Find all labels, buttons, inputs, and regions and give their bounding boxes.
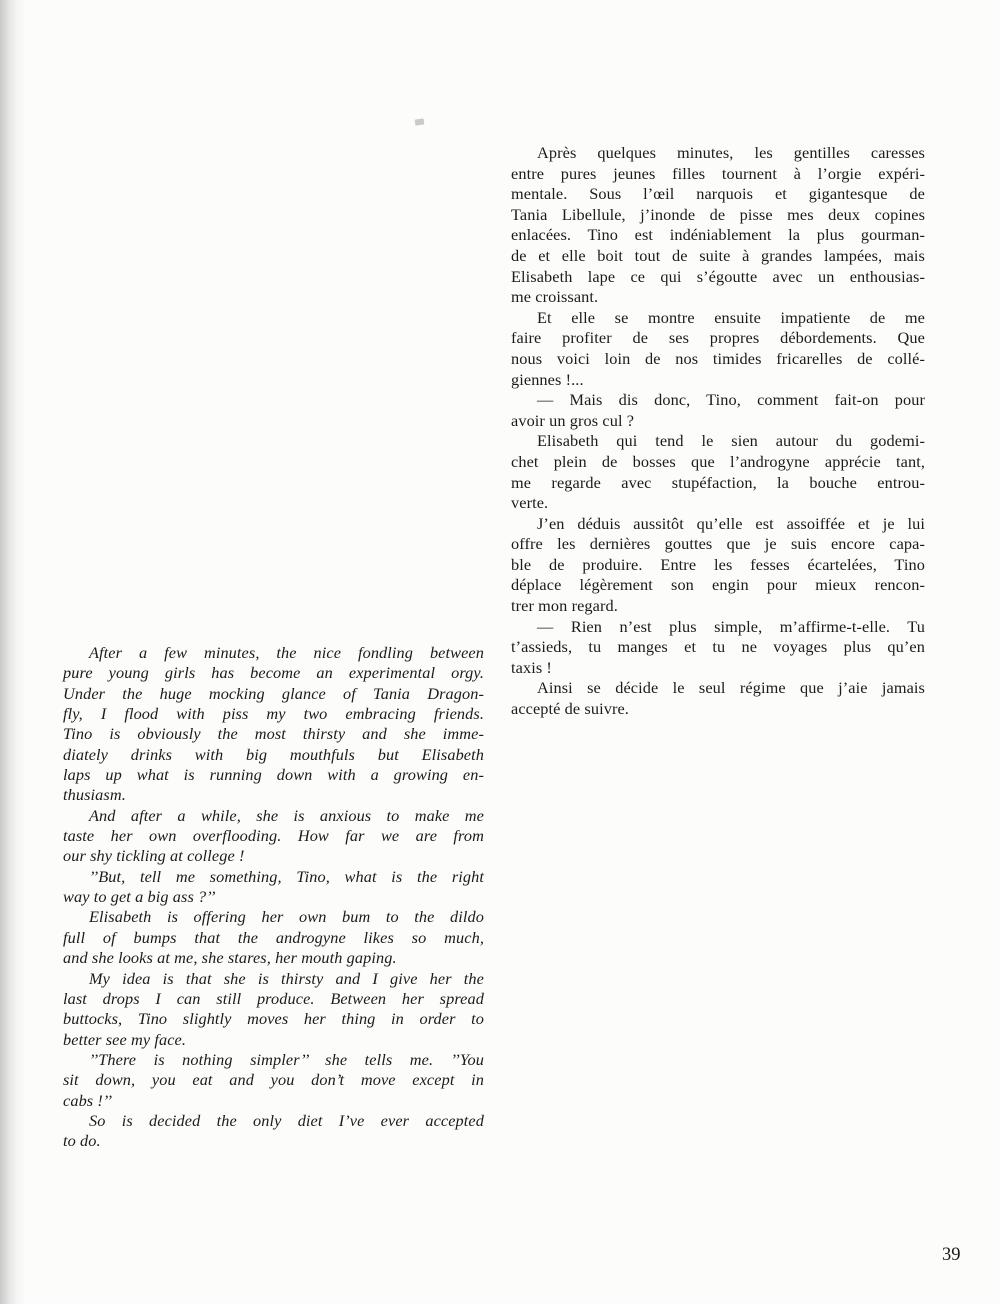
text-line: enlacées. Tino est indéniablement la plus gourman- xyxy=(511,225,925,245)
french-text-column xyxy=(511,143,925,720)
text-line: ’’But, tell me something, Tino, what is the right xyxy=(89,866,484,886)
text-line: sit down, you eat and you don’t move except in xyxy=(63,1070,484,1090)
text-line: My idea is that she is thirsty and I give her the xyxy=(89,968,484,988)
text-line: offre les dernières gouttes que je suis encore capa- xyxy=(511,534,925,554)
text-line: our shy tickling at college ! xyxy=(63,846,245,866)
paragraph xyxy=(511,678,925,719)
paragraph xyxy=(63,867,484,908)
text-line: Elisabeth qui tend le sien autour du godemi- xyxy=(537,431,925,451)
text-line: Et elle se montre ensuite impatiente de me xyxy=(537,307,925,327)
text-line: Elisabeth lape ce qui s’égoutte avec un enthousias- xyxy=(511,266,925,286)
text-line: mentale. Sous l’œil narquois et gigantesque de xyxy=(511,184,925,204)
text-line: full of bumps that the androgyne likes so much, xyxy=(63,927,484,947)
english-translation-column xyxy=(63,643,484,1152)
text-line: me regarde avec stupéfaction, la bouche entrou- xyxy=(511,472,925,492)
text-line: Ainsi se décide le seul régime que j’aie jamais xyxy=(537,678,925,698)
paragraph xyxy=(511,617,925,679)
page-edge-shadow xyxy=(0,0,26,1304)
text-line: And after a while, she is anxious to make me xyxy=(89,805,484,825)
text-line: cabs !’’ xyxy=(63,1090,113,1110)
text-line: to do. xyxy=(63,1131,101,1151)
text-line: J’en déduis aussitôt qu’elle est assoiffée et je lui xyxy=(537,513,925,533)
text-line: ’’There is nothing simpler’’ she tells me. ’’You xyxy=(89,1049,484,1069)
text-line: ble de produire. Entre les fesses écartelées, Tino xyxy=(511,554,925,574)
text-line: t’assieds, tu manges et tu ne voyages plus qu’en xyxy=(511,637,925,657)
paragraph xyxy=(511,143,925,308)
text-line: buttocks, Tino slightly moves her thing in order to xyxy=(63,1009,484,1029)
text-line: giennes !... xyxy=(511,369,584,389)
text-line: So is decided the only diet I’ve ever accepted xyxy=(89,1110,484,1130)
text-line: Elisabeth is offering her own bum to the dildo xyxy=(89,907,484,927)
text-line: thusiasm. xyxy=(63,785,126,805)
text-line: way to get a big ass ?’’ xyxy=(63,887,216,907)
paragraph xyxy=(511,390,925,431)
text-line: avoir un gros cul ? xyxy=(511,410,635,430)
paragraph xyxy=(511,431,925,513)
text-line: nous voici loin de nos timides fricarelles de collé- xyxy=(511,348,925,368)
paragraph xyxy=(63,907,484,968)
text-line: fly, I flood with piss my two embracing friends. xyxy=(63,704,484,724)
text-line: Under the huge mocking glance of Tania Dragon- xyxy=(63,683,484,703)
text-line: entre pures jeunes filles tournent à l’orgie expéri- xyxy=(511,163,925,183)
text-line: last drops I can still produce. Between her spread xyxy=(63,988,484,1008)
text-line: trer mon regard. xyxy=(511,596,618,616)
text-line: verte. xyxy=(511,493,549,513)
paragraph xyxy=(63,969,484,1050)
paragraph xyxy=(63,1111,484,1152)
text-line: me croissant. xyxy=(511,287,599,307)
text-line: de et elle boit tout de suite à grandes lampées, mais xyxy=(511,245,925,265)
paragraph xyxy=(511,308,925,390)
text-line: and she looks at me, she stares, her mouth gaping. xyxy=(63,948,397,968)
text-line: Tania Libellule, j’inonde de pisse mes deux copines xyxy=(511,204,925,224)
text-line: Tino is obviously the most thirsty and she imme- xyxy=(63,724,484,744)
scan-speck-artifact xyxy=(415,118,425,125)
text-line: laps up what is running down with a growing en- xyxy=(63,765,484,785)
text-line: taxis ! xyxy=(511,657,552,677)
text-line: After a few minutes, the nice fondling between xyxy=(89,643,484,662)
text-line: better see my face. xyxy=(63,1029,187,1049)
page-number: 39 xyxy=(942,1245,961,1265)
text-line: faire profiter de ses propres débordements. Que xyxy=(511,328,925,348)
paragraph xyxy=(511,514,925,617)
text-line: — Mais dis donc, Tino, comment fait-on pour xyxy=(537,390,925,410)
text-line: chet plein de bosses que l’androgyne apprécie tant, xyxy=(511,451,925,471)
text-line: — Rien n’est plus simple, m’affirme-t-elle. Tu xyxy=(537,616,925,636)
text-line: accepté de suivre. xyxy=(511,699,629,719)
text-line: diately drinks with big mouthfuls but Elisabeth xyxy=(63,744,484,764)
paragraph xyxy=(63,806,484,867)
paragraph xyxy=(63,643,484,806)
text-line: taste her own overflooding. How far we are from xyxy=(63,826,484,846)
text-line: déplace légèrement son engin pour mieux rencon- xyxy=(511,575,925,595)
paragraph xyxy=(63,1050,484,1111)
text-line: pure young girls has become an experimental orgy. xyxy=(63,663,484,683)
text-line: Après quelques minutes, les gentilles caresses xyxy=(537,143,925,162)
